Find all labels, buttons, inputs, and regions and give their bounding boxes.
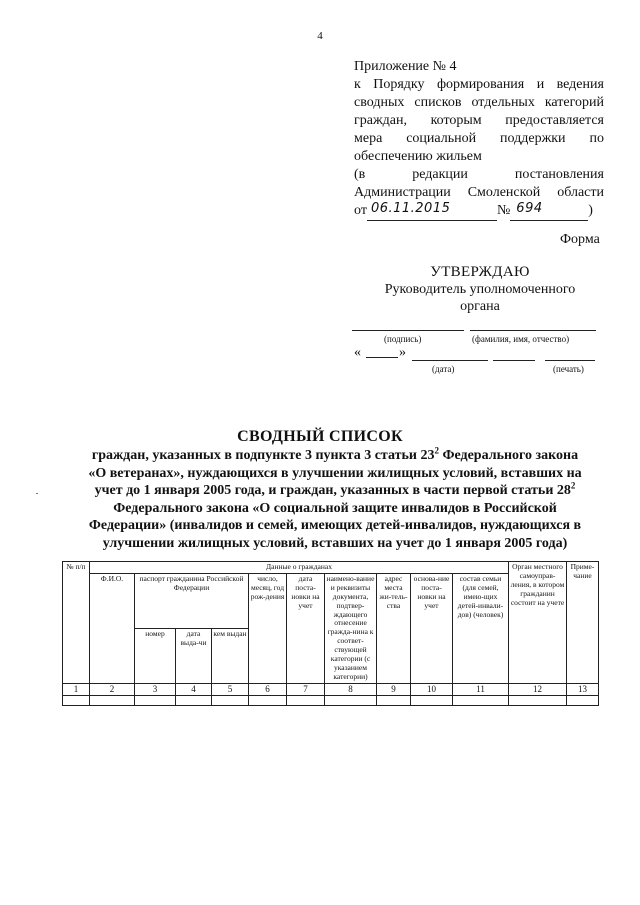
signature-caption: (подпись) [384,334,422,344]
form-label: Форма [560,232,600,247]
handwritten-number: 694 [516,201,543,216]
appendix-line-3: сводных списков отдельных категорий [354,95,604,110]
header-passport-number: номер [135,628,176,683]
year-line [493,360,535,361]
column-number: 6 [249,683,287,695]
approval-position: Руководитель уполномоченного [384,282,576,297]
header-registration-date: дата поста-новки на учет [287,573,325,683]
column-number: 2 [90,683,135,695]
handwritten-date: 06.11.2015 [370,201,451,216]
column-number: 4 [176,683,212,695]
approval-title: УТВЕРЖДАЮ [430,264,530,280]
approval-position-2: органа [460,299,500,314]
empty-data-row [63,695,599,705]
quote-close: » [399,345,406,360]
column-number: 5 [212,683,249,695]
header-passport-issuer: кем выдан [212,628,249,683]
header-family-size: состав семьи (для семей, имею-щих детей-инвали-дов) (человек) [453,573,509,683]
appendix-line-2: к Порядку формирования и ведения [354,77,604,92]
header-authority: Орган местного самоуправ-ления, в котором гражданин состоит на учете [509,562,567,684]
day-line [366,357,398,358]
column-numbers-row [63,683,599,695]
month-line [412,360,488,361]
stamp-line [545,360,595,361]
header-no: № п/п [63,562,90,684]
header-note: Приме-чание [567,562,599,684]
appendix-line-4: граждан, которым предоставляется [354,113,604,128]
appendix-line-7: (в редакции постановления [354,167,604,182]
column-number: 3 [135,683,176,695]
column-number: 10 [411,683,453,695]
header-address: адрес места жи-тель-ства [377,573,411,683]
column-number: 13 [567,683,599,695]
header-registration-basis: основа-ние поста-новки на учет [411,573,453,683]
stamp-caption: (печать) [553,364,584,374]
appendix-line-6: обеспечению жильем [354,149,482,164]
signature-line [352,330,464,331]
header-category-document: наимено-вание и реквизиты документа, подтвер-ждающего отнесение гражда-нина к соответ-ствующей категории (с указанием категории) [325,573,377,683]
column-number: 8 [325,683,377,695]
appendix-line-5: мера социальной поддержки по [354,131,604,146]
date-caption: (дата) [432,364,455,374]
document-title: СВОДНЫЙ СПИСОК [237,428,403,445]
quote-open: « [354,345,361,360]
name-caption: (фамилия, имя, отчество) [472,334,570,344]
approval-block [360,264,600,315]
appendix-title: Приложение № 4 [354,59,457,74]
column-number: 9 [377,683,411,695]
scan-mark [36,493,38,494]
name-line [470,330,596,331]
page-number: 4 [317,30,323,42]
header-passport: паспорт гражданина Российской Федерации [135,573,249,628]
appendix-resolution-line: от 06.11.2015 № 694 ) [354,202,604,221]
column-number: 1 [63,683,90,695]
column-number: 11 [453,683,509,695]
header-passport-issue-date: дата выда-чи [176,628,212,683]
summary-table [62,561,599,706]
appendix-block [354,58,604,221]
header-birth-date: число, месяц, год рож-дения [249,573,287,683]
header-citizens-data: Данные о гражданах [90,562,509,574]
column-number: 7 [287,683,325,695]
column-number: 12 [509,683,567,695]
document-subtitle: граждан, указанных в подпункте 3 пункта 3 статьи $23^2$ Федерального закона «О ветеранах», нуждающихся в улучшении жилищных условий, вставших на учет до 1 января 2005 года, и граждан, указанных в части первой статьи $28^2$ Федерального закона «О социальной защите инвалидов в Российской Федерации» (инвалидов и семей, имеющих детей-инвалидов, нуждающихся в улучшении жилищных условий, вставших на учет до 1 января 2005 года) [88,445,582,551]
appendix-line-8: Администрации Смоленской области [354,185,604,200]
header-fio: Ф.И.О. [90,573,135,683]
